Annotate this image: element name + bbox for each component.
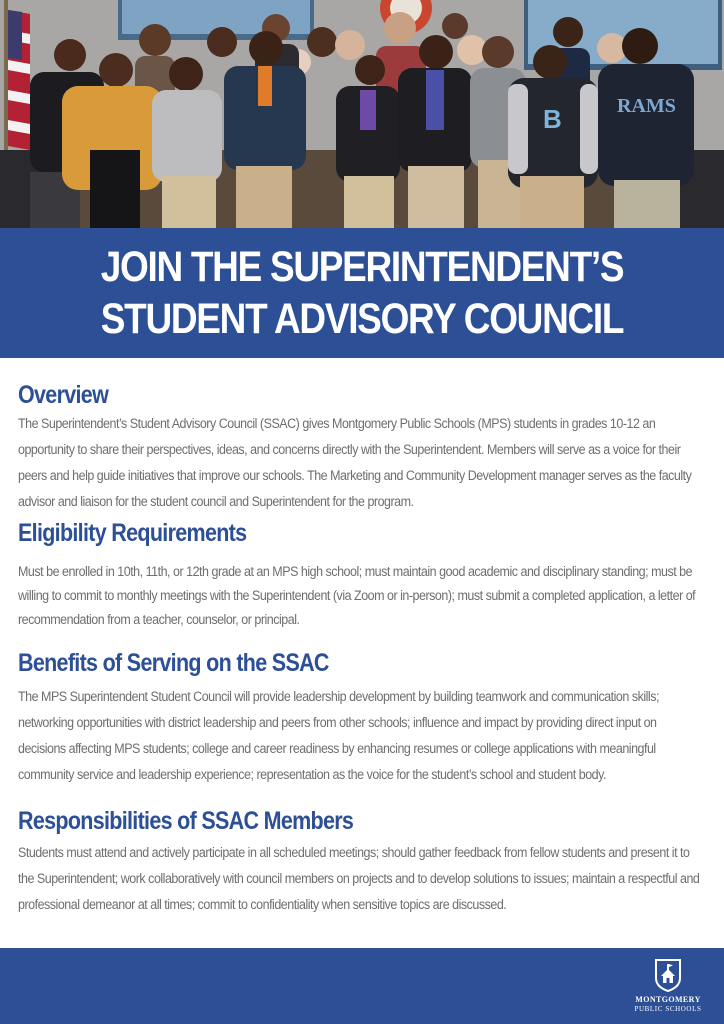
school-shield-icon xyxy=(654,958,682,992)
montgomery-public-schools-logo xyxy=(630,958,706,1014)
section-benefits xyxy=(18,648,724,788)
section-overview xyxy=(18,380,724,515)
section-body: Must be enrolled in 10th, 11th, or 12th grade at an MPS high school; must maintain good academic and disciplinary standing; must be willing to commit to monthly meetings with the Superintendent (via Zoom or in-person); must submit a completed application, a letter of recommendation from a teacher, counselor, or principal. xyxy=(18,564,696,628)
section-responsibilities xyxy=(18,806,724,918)
logo-line2: PUBLIC SCHOOLS xyxy=(634,1005,702,1013)
section-heading: Benefits of Serving on the SSAC xyxy=(18,649,329,677)
section-heading: Eligibility Requirements xyxy=(18,519,247,547)
title-banner xyxy=(0,228,724,358)
section-body: The Superintendent’s Student Advisory Council (SSAC) gives Montgomery Public Schools (MPS) students in grades 10-12 an opportunity to share their perspectives, ideas, and concerns directly with the Superintendent. Members will serve as a voice for their peers and help guide initiatives that improve our schools. The Marketing and Community Development manager serves as the faculty advisor and liaison for the student council and Superintendent for the program. xyxy=(18,416,692,510)
section-eligibility xyxy=(18,518,724,632)
section-heading: Responsibilities of SSAC Members xyxy=(18,807,354,835)
group-photo-illustration xyxy=(0,0,724,228)
jacket-text: RAMS xyxy=(617,95,676,117)
group-photo xyxy=(0,0,724,228)
jacket-letter: B xyxy=(543,104,562,134)
page-title: JOIN THE SUPERINTENDENT’S STUDENT ADVISORY COUNCIL xyxy=(100,243,624,343)
section-body: The MPS Superintendent Student Council will provide leadership development by building teamwork and communication skills; networking opportunities with district leadership and peers from other schools; influence and impact by providing direct input on decisions affecting MPS students; college and career readiness by enhancing resumes or college applications with meaningful community service and leadership experience; representation as the voice for the student’s school and student body. xyxy=(18,689,659,783)
section-heading: Overview xyxy=(18,381,109,409)
footer xyxy=(0,948,724,1024)
logo-line1: MONTGOMERY xyxy=(635,995,701,1004)
section-body: Students must attend and actively participate in all scheduled meetings; should gather feedback from fellow students and present it to the Superintendent; work collaboratively with council members on projects and to develop solutions to issues; maintain a respectful and professional demeanor at all times; commit to confidentiality when sensitive topics are discussed. xyxy=(18,845,700,913)
